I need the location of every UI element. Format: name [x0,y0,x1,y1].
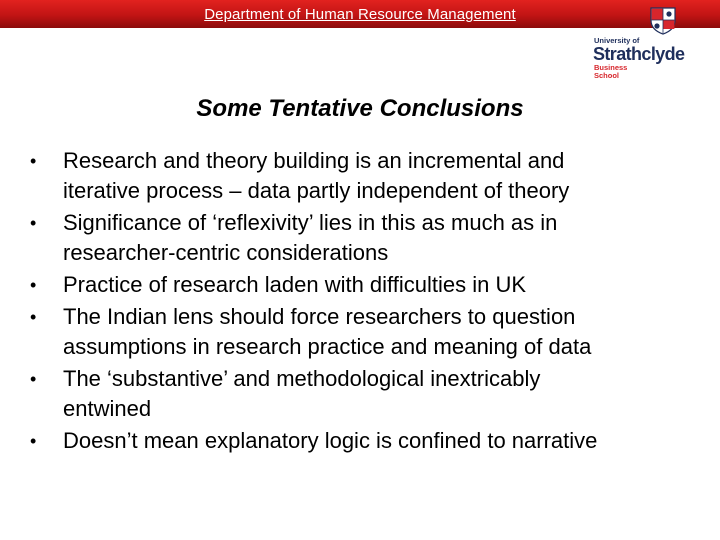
logo-business-school [594,64,627,80]
bullet-text: entwined [63,396,152,421]
bullet-text: The ‘substantive’ and methodological inextricably [63,366,541,391]
logo-business: Business [594,63,628,72]
bullet-text: assumptions in research practice and meaning of data [63,334,592,359]
logo-university-of: University of [594,36,640,45]
bullet-icon: • [30,369,37,389]
bullet-item [0,426,703,456]
bullet-text: Practice of research laden with difficulties in UK [63,272,527,297]
bullet-item [0,302,703,362]
bullet-item [0,364,703,424]
bullet-text: Significance of ‘reflexivity’ lies in this as much as in [63,210,558,235]
bullet-icon: • [30,275,37,295]
bullet-item [0,270,703,300]
slide-title: Some Tentative Conclusions [196,95,524,122]
logo-university-name: Strathclyde [593,44,685,64]
bullet-text: The Indian lens should force researchers to question [63,304,576,329]
bullet-icon: • [30,307,37,327]
bullet-icon: • [30,213,37,233]
bullet-text: Doesn’t mean explanatory logic is confined to narrative [63,428,598,453]
bullet-icon: • [30,431,37,451]
strathclyde-logo [588,6,720,82]
bullet-list [0,146,703,458]
bullet-text: researcher-centric considerations [63,240,389,265]
bullet-text: iterative process – data partly independent of theory [63,178,570,203]
bullet-text: Research and theory building is an incremental and [63,148,565,173]
bullet-item [0,208,703,268]
logo-school: School [594,71,620,80]
department-title: Department of Human Resource Management [204,6,516,23]
university-crest-icon [650,7,676,35]
bullet-item [0,146,703,206]
bullet-icon: • [30,151,37,171]
